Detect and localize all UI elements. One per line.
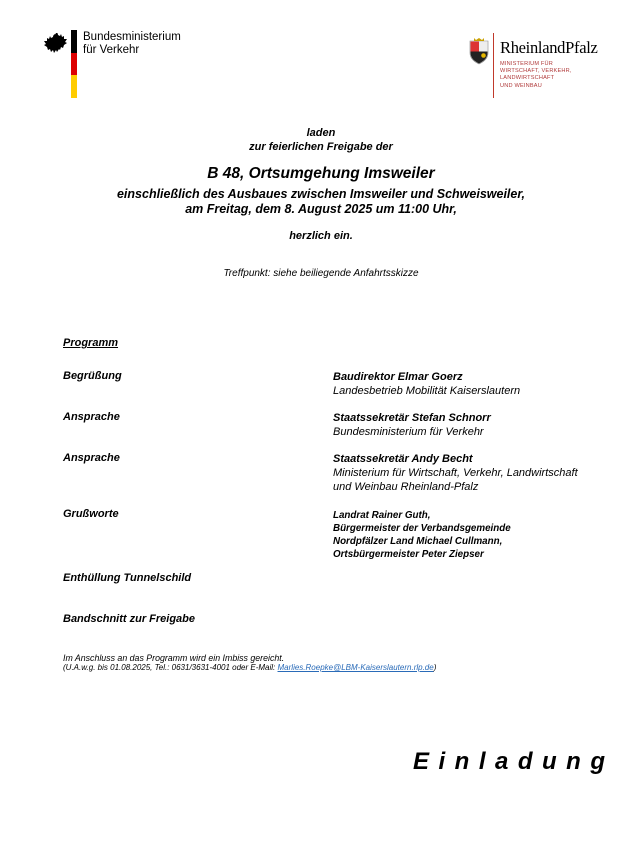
- program-item-greetings: Landrat Rainer Guth, Bürgermeister der Verbandsgemeinde Nordpfälzer Land Michael Cullmann, Ortsbürgermeister Peter Ziepser: [333, 510, 511, 560]
- event-title: B 48, Ortsumgehung Imsweiler: [207, 165, 435, 182]
- rlp-coat-of-arms-icon: [468, 37, 490, 65]
- event-date: am Freitag, dem 8. August 2025 um 11:00 Uhr,: [185, 202, 457, 216]
- note-rsvp: (U.A.w.g. bis 01.08.2025, Tel.: 0631/3631-4001 oder E-Mail: Marlies.Roepke@LBM-Kaiserslautern.rlp.de): [63, 663, 437, 672]
- rlp-divider: [493, 33, 494, 98]
- intro-herzlich: herzlich ein.: [289, 230, 353, 242]
- invitation-title: Einladung: [413, 748, 615, 775]
- german-flag-bar: [71, 30, 77, 98]
- program-item-speaker: Staatssekretär Andy Becht Ministerium für Wirtschaft, Verkehr, Landwirtschaft und Weinbau Rheinland-Pfalz: [333, 453, 578, 493]
- program-heading: Programm: [63, 337, 119, 349]
- note-snack: Im Anschluss an das Programm wird ein Imbiss gereicht.: [63, 653, 285, 663]
- meeting-point: Treffpunkt: siehe beiliegende Anfahrtsskizze: [223, 268, 419, 279]
- rlp-wordmark: RheinlandPfalz: [500, 38, 598, 57]
- program-item-label: Bandschnitt zur Freigabe: [63, 613, 196, 625]
- program-item-speaker: Baudirektor Elmar Goerz Landesbetrieb Mobilität Kaiserslautern: [333, 371, 521, 397]
- intro-laden: laden: [306, 127, 336, 139]
- program-item-label: Enthüllung Tunnelschild: [63, 572, 192, 584]
- program-item-label: Ansprache: [63, 452, 120, 464]
- bmv-ministry-name: Bundesministerium für Verkehr: [83, 31, 181, 56]
- rlp-ministry-name: MINISTERIUM FÜR WIRTSCHAFT, VERKEHR, LANDWIRTSCHAFT UND WEINBAU: [500, 61, 572, 89]
- program-item-label: Ansprache: [63, 411, 120, 423]
- program-item-speaker: Staatssekretär Stefan Schnorr Bundesministerium für Verkehr: [333, 412, 491, 438]
- program-item-label: Grußworte: [63, 508, 119, 520]
- rsvp-email-link[interactable]: Marlies.Roepke@LBM-Kaiserslautern.rlp.de: [277, 663, 434, 672]
- federal-eagle-icon: [42, 33, 70, 57]
- program-item-label: Begrüßung: [63, 370, 122, 382]
- event-subtitle-1: einschließlich des Ausbaues zwischen Imsweiler und Schweisweiler,: [116, 187, 526, 201]
- intro-freigabe: zur feierlichen Freigabe der: [249, 141, 393, 153]
